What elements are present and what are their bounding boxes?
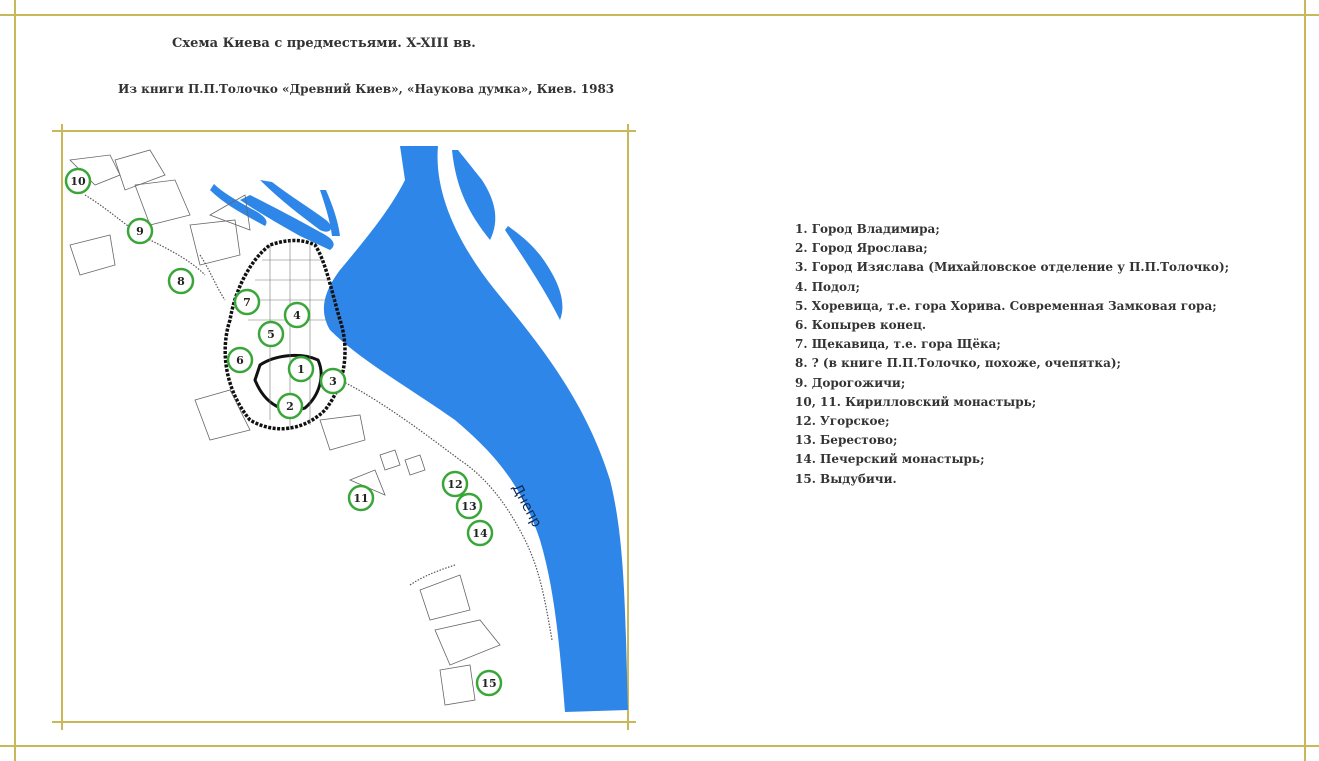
legend-item: 3. Город Изяслава (Михайловское отделение у П.П.Толочко); [795, 260, 1230, 275]
map-marker-10 [66, 169, 90, 193]
map-marker-label: 1 [297, 363, 305, 376]
map-marker-14 [468, 521, 492, 545]
legend-item: 13. Берестово; [795, 433, 898, 448]
legend-item: 10, 11. Кирилловский монастырь; [795, 394, 1037, 409]
map-marker-15 [477, 671, 501, 695]
map-marker-1 [289, 357, 313, 381]
map-marker-label: 10 [70, 175, 86, 188]
map-marker-11 [349, 486, 373, 510]
legend-item: 5. Хоревица, т.е. гора Хорива. Современная Замковая гора; [795, 298, 1217, 313]
map-marker-3 [321, 369, 345, 393]
map-marker-9 [128, 219, 152, 243]
map-marker-label: 6 [236, 354, 244, 367]
legend-item: 9. Дорогожичи; [795, 375, 906, 390]
legend-item: 8. ? (в книге П.П.Толочко, похоже, очепятка); [795, 356, 1121, 371]
legend-item: 1. Город Владимира; [795, 222, 940, 236]
map-marker-2 [278, 394, 302, 418]
legend-item: 4. Подол; [795, 279, 860, 294]
map-marker-label: 3 [329, 375, 337, 388]
map-marker-label: 9 [136, 225, 144, 238]
river-label: Днепр [508, 481, 545, 531]
map-marker-6 [228, 348, 252, 372]
map-marker-label: 15 [481, 677, 497, 690]
map-marker-12 [443, 472, 467, 496]
legend [795, 220, 1229, 489]
map-marker-label: 7 [243, 296, 251, 309]
map-marker-7 [235, 290, 259, 314]
map-marker-label: 2 [286, 400, 294, 413]
legend-item: 14. Печерский монастырь; [795, 452, 985, 467]
map-marker-label: 5 [267, 328, 275, 341]
legend-item: 12. Угорское; [795, 414, 890, 429]
map-marker-4 [285, 303, 309, 327]
map-marker-label: 14 [472, 527, 488, 540]
map-marker-label: 4 [293, 309, 301, 322]
page-subtitle: Из книги П.П.Толочко «Древний Киев», «Наукова думка», Киев. 1983 [118, 82, 615, 96]
page-title: Схема Киева с предместьями. X-XIII вв. [172, 36, 476, 51]
map-marker-label: 13 [461, 500, 477, 513]
map-marker-label: 11 [353, 492, 369, 505]
map-marker-label: 12 [447, 478, 463, 491]
legend-item: 15. Выдубичи. [795, 471, 897, 486]
legend-item: 2. Город Ярослава; [795, 241, 928, 256]
map-marker-13 [457, 494, 481, 518]
legend-item: 7. Щекавица, т.е. гора Щёка; [795, 337, 1001, 352]
map-marker-8 [169, 269, 193, 293]
legend-item: 6. Копырев конец. [795, 318, 927, 333]
map-marker-label: 8 [177, 275, 185, 288]
map-marker-5 [259, 322, 283, 346]
